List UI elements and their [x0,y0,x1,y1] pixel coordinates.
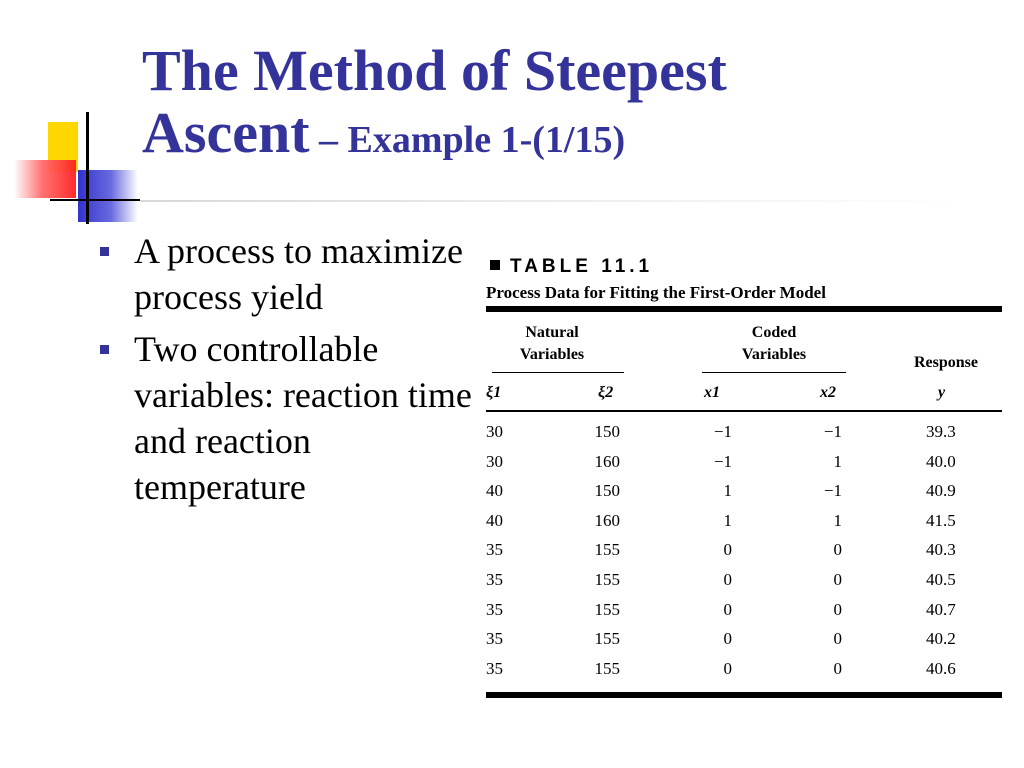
cell-xi2: 155 [594,540,620,560]
group-underline-natural [492,372,624,373]
cell-x1: 1 [723,481,732,501]
cell-y: 40.9 [926,481,956,501]
bullet-list [96,228,476,516]
cell-xi2: 150 [594,481,620,501]
bullet-square-icon [100,247,109,256]
table-row [486,540,1002,570]
response-header: Response [913,354,978,371]
slide-title-line2 [142,102,727,171]
cell-y: 41.5 [926,510,956,530]
slide-title-line1: The Method of Steepest [142,38,727,103]
table-row [486,422,1002,452]
cell-x2: 0 [833,570,842,589]
column-header-xi1: ξ1 [486,384,502,401]
cell-y: 40.7 [926,599,956,619]
cell-x2: 1 [833,451,842,471]
bullet-item [96,228,476,320]
square-icon [490,260,500,270]
column-header-y: y [938,384,946,401]
table-row [486,570,1002,600]
cell-x2: 0 [833,658,842,678]
bullet-text: Two controllable variables: reaction time and reaction temperature [134,329,472,507]
cell-y: 40.2 [926,629,956,649]
slide-title-main: Ascent [142,100,310,165]
cell-xi1: 35 [486,540,503,560]
cell-x1: 0 [723,629,732,649]
table-bottom-rule [486,692,1002,698]
cell-x1: 0 [723,658,732,678]
bullet-square-icon [100,345,109,354]
cell-x1: 0 [723,540,732,560]
table-row [486,600,1002,630]
group-underline-coded [702,372,846,373]
cell-y: 39.3 [926,422,956,441]
cell-x2: 1 [833,510,842,530]
column-header-x1: x1 [704,384,720,401]
decor-red-square [14,160,76,198]
bullet-text: A process to maximize process yield [134,231,463,317]
cell-xi2: 155 [594,658,620,678]
cell-x1: 0 [723,570,732,589]
cell-xi2: 155 [594,570,620,589]
data-table-figure [486,256,1002,700]
table-row [486,481,1002,511]
table-row [486,511,1002,541]
cell-x2: 0 [833,599,842,619]
table-header-rule [486,410,1002,412]
table-row [486,659,1002,689]
cell-x1: 1 [723,510,732,530]
bullet-item [96,326,476,510]
cell-xi1: 30 [486,422,503,441]
group-header-coded: Coded Variables [741,324,807,363]
cell-x2: 0 [833,540,842,560]
decor-vertical-line [86,112,89,224]
cell-x2: 0 [833,629,842,649]
table-caption: Process Data for Fitting the First-Order Model [486,283,826,302]
cell-xi1: 40 [486,510,503,530]
cell-xi1: 35 [486,599,503,619]
cell-x1: −1 [713,422,732,441]
column-header-x2: x2 [820,384,836,401]
cell-xi1: 35 [486,570,503,589]
cell-xi1: 30 [486,451,503,471]
cell-x2: −1 [823,422,842,441]
table-row [486,452,1002,482]
cell-y: 40.5 [926,570,956,589]
decorative-corner-graphic [0,0,160,240]
cell-xi2: 160 [594,451,620,471]
cell-xi2: 155 [594,599,620,619]
slide-subtitle: – Example 1-(1/15) [309,119,626,161]
table-top-rule [486,306,1002,312]
table-label-text: TABLE 11.1 [510,256,654,277]
title-underline [140,200,960,202]
cell-xi2: 160 [594,510,620,530]
table-label [490,256,653,278]
cell-xi2: 155 [594,629,620,649]
cell-x1: 0 [723,599,732,619]
cell-xi1: 35 [486,658,503,678]
decor-horizontal-line [50,199,140,201]
cell-y: 40.6 [926,658,956,678]
cell-y: 40.0 [926,451,956,471]
cell-x1: −1 [713,451,732,471]
cell-x2: −1 [823,481,842,501]
cell-y: 40.3 [926,540,956,560]
column-header-xi2: ξ2 [598,384,614,401]
group-header-natural: Natural Variables [519,324,585,363]
cell-xi1: 40 [486,481,503,501]
table-row [486,629,1002,659]
slide-title [142,40,727,171]
cell-xi2: 150 [594,422,620,441]
cell-xi1: 35 [486,629,503,649]
